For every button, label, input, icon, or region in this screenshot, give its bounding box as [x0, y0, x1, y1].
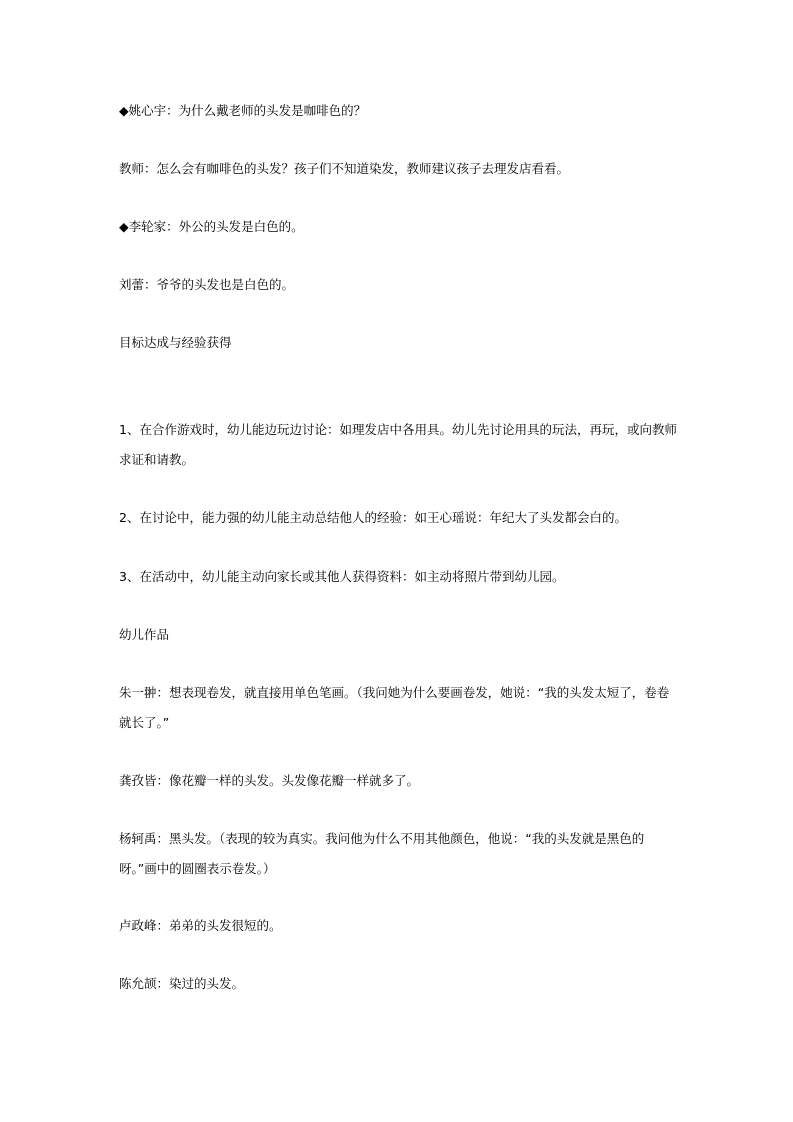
- paragraph-goal-2: 2、在讨论中，能力强的幼儿能主动总结他人的经验：如王心瑶说：年纪大了头发都会白的。: [119, 510, 627, 525]
- paragraph-work-yang: 杨轲禹：黑头发。（表现的较为真实。我问他为什么不用其他颜色，他说：“我的头发就是黑色的呀。”画中的圆圈表示卷发。）: [119, 831, 645, 876]
- paragraph-dialogue-liu: 刘蕾：爷爷的头发也是白色的。: [119, 277, 295, 292]
- paragraph-work-lu: 卢政峰：弟弟的头发很短的。: [119, 918, 282, 933]
- paragraph-goal-3: 3、在活动中，幼儿能主动向家长或其他人获得资料：如主动将照片带到幼儿园。: [119, 569, 565, 584]
- paragraph-dialogue-yao: ◆姚心宇：为什么戴老师的头发是咖啡色的？: [119, 103, 367, 118]
- paragraph-goal-1: 1、在合作游戏时，幼儿能边玩边讨论：如理发店中各用具。幼儿先讨论用具的玩法，再玩，或向教师求证和请教。: [119, 422, 677, 467]
- paragraph-work-zhu: 朱一翀：想表现卷发，就直接用单色笔画。（我问她为什么要画卷发，她说：“我的头发太短了，卷卷就长了。”: [119, 685, 670, 730]
- paragraph-work-chen: 陈允颉：染过的头发。: [119, 976, 245, 991]
- section-heading-works: 幼儿作品: [119, 627, 170, 642]
- paragraph-dialogue-li: ◆李轮家：外公的头发是白色的。: [119, 219, 304, 234]
- paragraph-work-gong: 龚孜皆：像花瓣一样的头发。头发像花瓣一样就多了。: [119, 773, 420, 788]
- paragraph-teacher-reply: 教师：怎么会有咖啡色的头发？孩子们不知道染发，教师建议孩子去理发店看看。: [119, 161, 570, 176]
- section-heading-goals: 目标达成与经验获得: [119, 335, 232, 350]
